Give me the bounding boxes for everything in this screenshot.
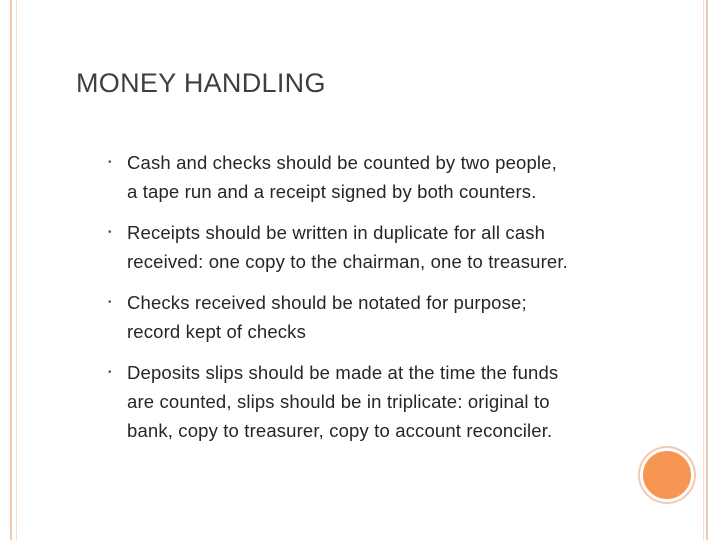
bullet-dot-icon: •	[108, 227, 112, 238]
bullet-text-line: received: one copy to the chairman, one to treasurer.	[127, 251, 568, 272]
bullet-item	[108, 358, 668, 445]
bullet-text-line: Checks received should be notated for purpose;	[127, 292, 527, 313]
bullet-text-line: bank, copy to treasurer, copy to account reconciler.	[127, 420, 553, 441]
bullet-dot-icon: •	[108, 157, 112, 168]
bullet-list	[108, 148, 668, 457]
bullet-text-line: Deposits slips should be made at the time the funds	[127, 362, 559, 383]
bullet-text-line: Receipts should be written in duplicate for all cash	[127, 222, 546, 243]
bullet-item	[108, 288, 668, 346]
bullet-text-line: record kept of checks	[127, 321, 306, 342]
bullet-dot-icon: •	[108, 367, 112, 378]
bullet-dot-icon: •	[108, 297, 112, 308]
bullet-text-line: Cash and checks should be counted by two people,	[127, 152, 557, 173]
decorative-orb-icon	[640, 448, 694, 502]
bullet-item	[108, 148, 668, 206]
bullet-text-line: are counted, slips should be in triplicate: original to	[127, 391, 550, 412]
bullet-item	[108, 218, 668, 276]
slide-title: MONEY HANDLING	[76, 68, 326, 98]
bullet-text-line: a tape run and a receipt signed by both counters.	[127, 181, 537, 202]
